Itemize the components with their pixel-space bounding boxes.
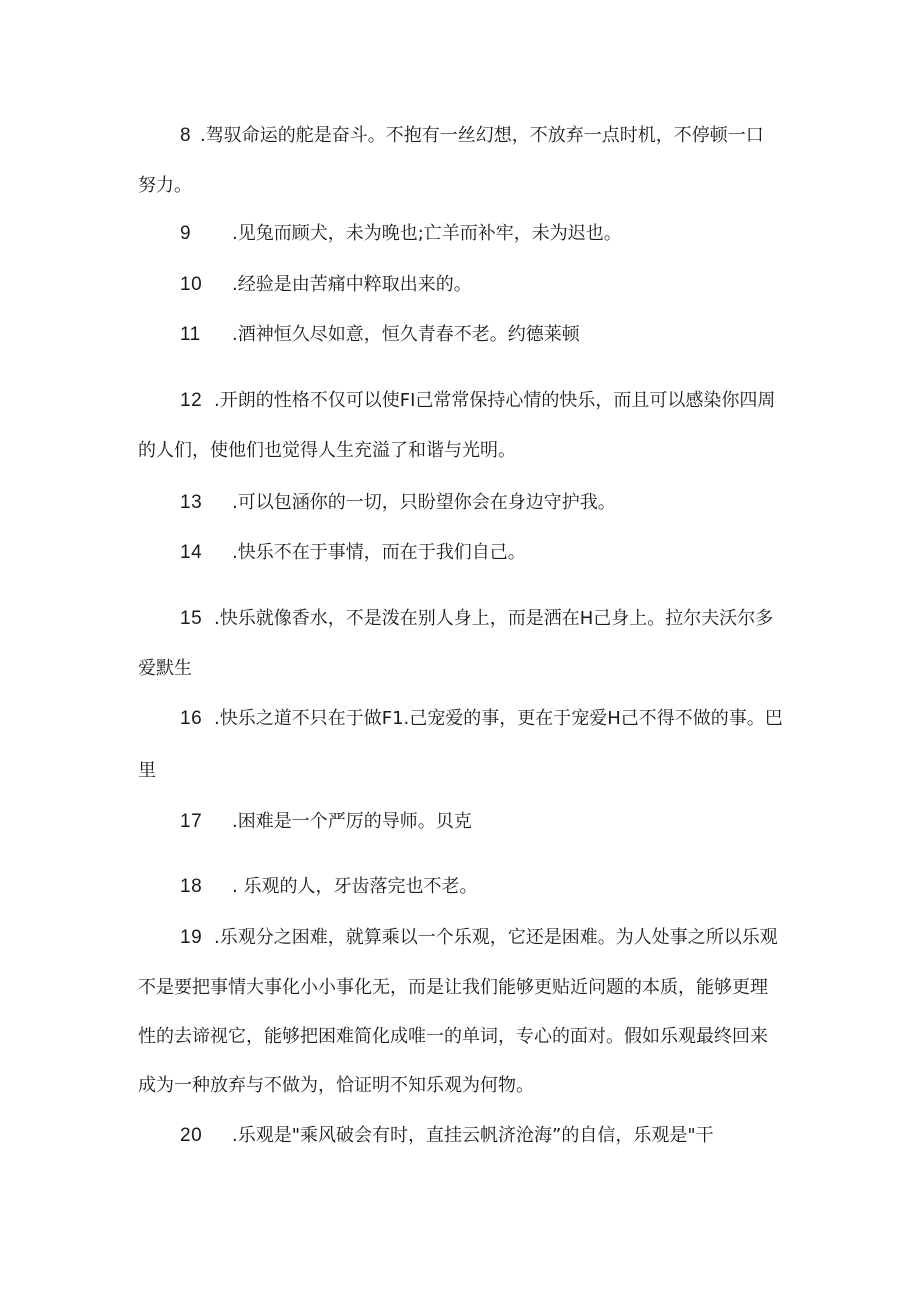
item-number: 20 (180, 1125, 203, 1146)
item-text: 成为一种放弃与不做为，恰证明不知乐观为何物。 (138, 1075, 534, 1096)
item-text: .经验是由苦痛中粹取出来的。 (232, 274, 472, 295)
item-text: 爱默生 (138, 658, 192, 679)
item-text: 努力。 (138, 175, 192, 196)
item-text: 的人们，使他们也觉得人生充溢了和谐与光明。 (138, 440, 516, 461)
list-item (138, 273, 788, 297)
item-number: 12 (180, 390, 203, 411)
list-item (138, 541, 788, 565)
item-number: 8 (180, 125, 192, 146)
item-text: .见兔而顾犬，未为晚也;亡羊而补牢，未为迟也。 (232, 223, 622, 244)
item-text: .乐观分之困难，就算乘以一个乐观，它还是困难。为人处事之所以乐观 (214, 927, 778, 948)
list-item-continuation (138, 759, 788, 783)
item-number: 15 (180, 608, 203, 629)
list-item (138, 323, 788, 347)
list-item (138, 222, 788, 246)
item-text: .开朗的性格不仅可以使FI己常常保持心情的快乐，而且可以感染你四周 (214, 390, 776, 411)
item-number: 10 (180, 274, 203, 295)
item-text: .快乐不在于事情，而在于我们自己。 (232, 542, 526, 563)
item-text: 里 (138, 760, 156, 781)
list-item (138, 491, 788, 515)
item-text: 不是要把事情大事化小小事化无，而是让我们能够更贴近问题的本质，能够更理 (138, 977, 768, 998)
item-text: .快乐就像香水，不是泼在别人身上，而是洒在H己身上。拉尔夫沃尔多 (214, 608, 774, 629)
item-number: 13 (180, 492, 203, 513)
item-text: .快乐之道不只在于做F1.己宠爱的事，更在于宠爱H己不得不做的事。巴 (214, 708, 783, 729)
item-number: 17 (180, 811, 203, 832)
item-text: .驾驭命运的舵是奋斗。不抱有一丝幻想，不放弃一点时机，不停顿一口 (200, 125, 764, 146)
list-item (138, 875, 788, 899)
item-number: 11 (180, 324, 201, 345)
item-text: .酒神恒久尽如意，恒久青春不老。约德莱顿 (232, 324, 580, 345)
list-item (138, 607, 788, 631)
item-number: 9 (180, 223, 192, 244)
item-number: 14 (180, 542, 203, 563)
item-number: 16 (180, 708, 203, 729)
item-text: .乐观是"乘风破会有时，直挂云帆济沧海”的自信，乐观是"干 (232, 1125, 714, 1146)
list-item-continuation (138, 1074, 788, 1098)
list-item-continuation (138, 439, 788, 463)
item-text: . 乐观的人，牙齿落完也不老。 (232, 876, 478, 897)
list-item-continuation (138, 976, 788, 1000)
item-number: 19 (180, 927, 203, 948)
list-item-continuation (138, 657, 788, 681)
list-item-continuation (138, 174, 788, 198)
item-text: 性的去谛视它，能够把困难简化成唯一的单词，专心的面对。假如乐观最终回来 (138, 1026, 768, 1047)
list-item (138, 810, 788, 834)
item-number: 18 (180, 876, 203, 897)
list-item (138, 389, 788, 413)
item-text: .困难是一个严厉的导师。贝克 (232, 811, 472, 832)
list-item-continuation (138, 1025, 788, 1049)
list-item (138, 124, 788, 148)
list-item (138, 1124, 788, 1148)
list-item (138, 926, 788, 950)
item-text: .可以包涵你的一切，只盼望你会在身边守护我。 (232, 492, 616, 513)
list-item (138, 707, 788, 731)
